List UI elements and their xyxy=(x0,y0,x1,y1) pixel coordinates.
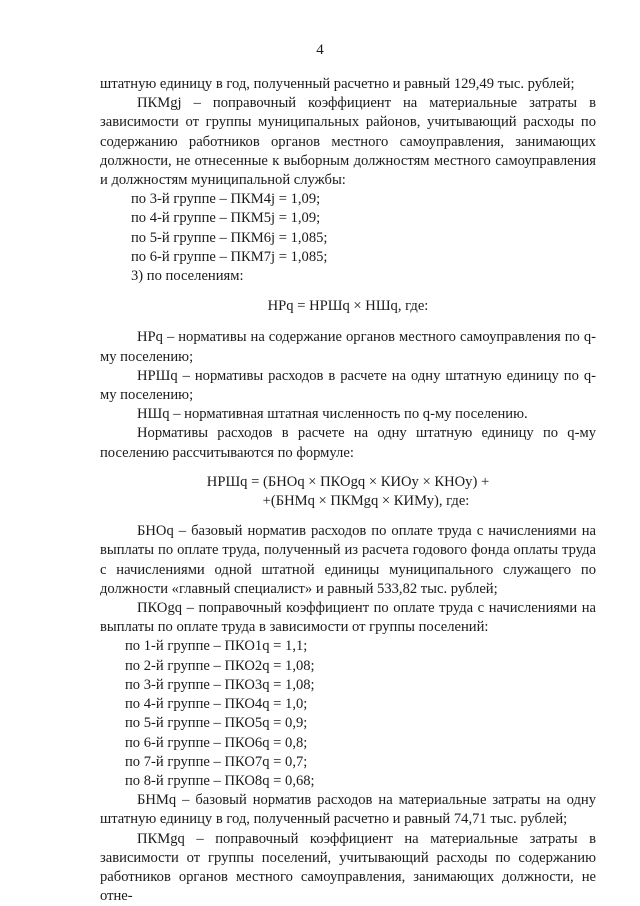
definition-pkogq: ПКОgq – поправочный коэффициент по оплате труда с начислениями на выплаты по оплате труда в зависимости от группы поселений: xyxy=(100,600,596,636)
list-item: по 4-й группе – ПКМ5j = 1,09; xyxy=(131,210,321,227)
paragraph-formula-intro: Нормативы расходов в расчете на одну штатную единицу по q-му поселению рассчитываются по формуле: xyxy=(100,425,596,461)
list-item: по 1-й группе – ПКО1q = 1,1; xyxy=(125,638,308,655)
paragraph-continuation: штатную единицу в год, полученный расчетно и равный 129,49 тыс. рублей; xyxy=(100,76,575,92)
list-item: по 3-й группе – ПКМ4j = 1,09; xyxy=(131,191,321,208)
settlements-heading: 3) по поселениям: xyxy=(131,268,244,285)
formula-line: +(БНМq × ПКМgq × КИМу), где: xyxy=(262,493,470,510)
list-item: по 7-й группе – ПКО7q = 0,7; xyxy=(125,753,308,770)
list-item: по 6-й группе – ПКМ7j = 1,085; xyxy=(131,248,328,265)
formula-nrq: НРq = НРШq × НШq, где: xyxy=(267,298,429,315)
list-item: по 4-й группе – ПКО4q = 1,0; xyxy=(125,696,308,713)
paragraph-pkm-districts: ПКМgj – поправочный коэффициент на материальные затраты в зависимости от группы муниципальных районов, учитывающий расходы по содержанию работников органов местного самоуправления, занимающих должности, не отнесенные к выборным должностям местного самоуправления и должностям муниципальной службы: xyxy=(100,95,596,189)
formula-nrshq xyxy=(100,473,596,511)
definition-nrq: НРq – нормативы на содержание органов местного самоуправления по q-му поселению; xyxy=(100,329,596,365)
definition-bnoq: БНОq – базовый норматив расходов по оплате труда с начислениями на выплаты по оплате труда, полученный из расчета годового фонда оплаты труда с начислениями одной штатной единицы муниципального служащего по должности «главный специалист» и равный 533,82 тыс. рублей; xyxy=(100,523,596,597)
list-item: по 5-й группе – ПКМ6j = 1,085; xyxy=(131,229,328,246)
document-body xyxy=(100,75,596,906)
definition-nrshq: НРШq – нормативы расходов в расчете на одну штатную единицу по q-му поселению; xyxy=(100,367,596,404)
list-item: по 3-й группе – ПКО3q = 1,08; xyxy=(125,676,315,693)
list-item: по 8-й группе – ПКО8q = 0,68; xyxy=(125,772,315,789)
list-item: по 5-й группе – ПКО5q = 0,9; xyxy=(125,715,308,732)
list-item: по 6-й группе – ПКО6q = 0,8; xyxy=(125,734,308,751)
formula-line: НРШq = (БНОq × ПКОgq × КИОу × КНОу) + xyxy=(206,473,490,490)
list-item: по 2-й группе – ПКО2q = 1,08; xyxy=(125,657,315,674)
page-number: 4 xyxy=(316,42,324,58)
definition-pkmgq: ПКМgq – поправочный коэффициент на материальные затраты в зависимости от группы поселений, учитывающий расходы по содержанию работников органов местного самоуправления, занимающих должности, не отне- xyxy=(100,830,596,905)
definition-nshq: НШq – нормативная штатная численность по q-му поселению. xyxy=(137,406,528,423)
definition-bnmq: БНМq – базовый норматив расходов на материальные затраты на одну штатную единицу в год, полученный расчетно и равный 74,71 тыс. рублей; xyxy=(100,792,596,828)
